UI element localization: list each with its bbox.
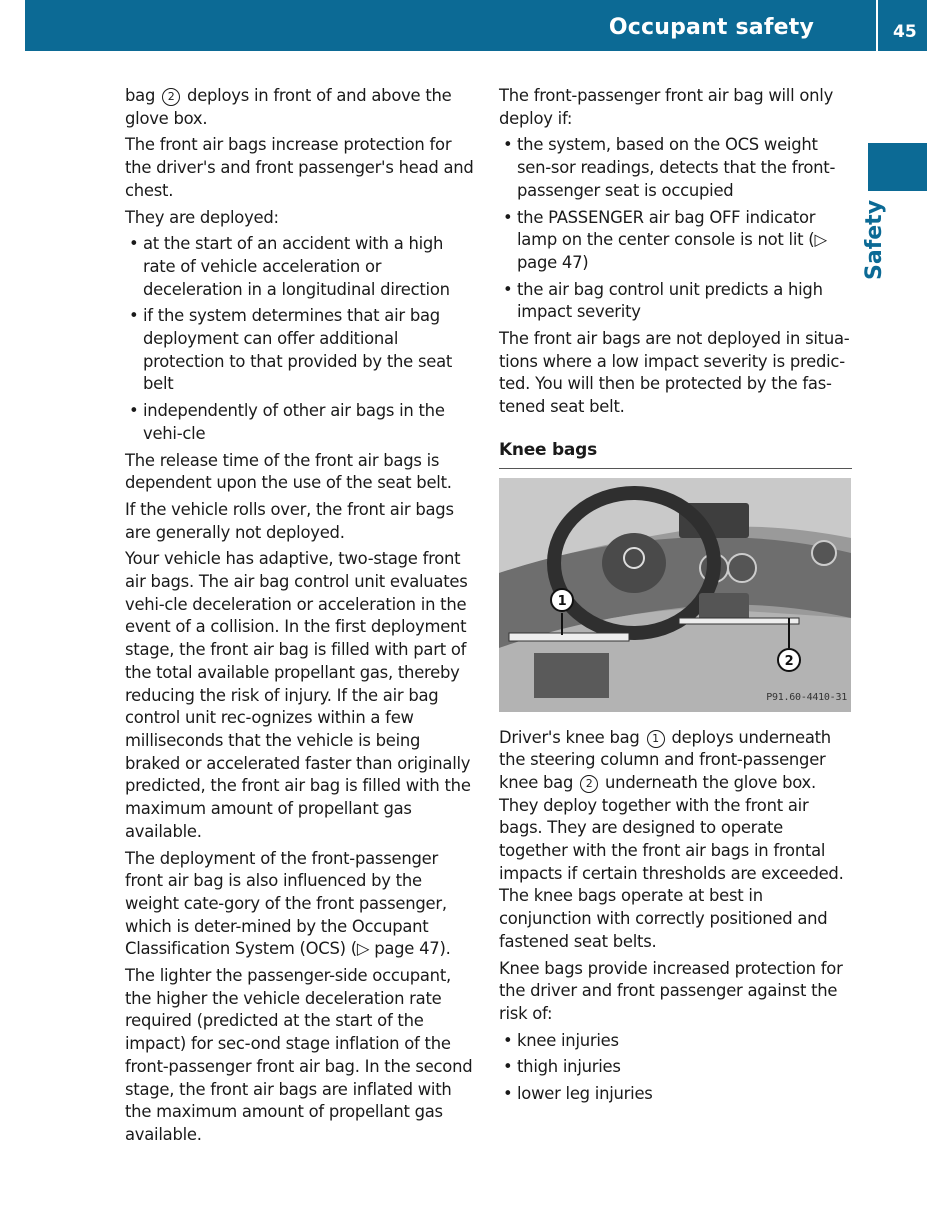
left-column [125, 85, 478, 1151]
header-bar [25, 0, 927, 51]
list-item: • knee injuries [499, 1030, 852, 1053]
paragraph: The front air bags increase protection for the driver's and front passenger's head and chest. [125, 135, 474, 200]
paragraph: If the vehicle rolls over, the front air bags are generally not deployed. [125, 499, 454, 542]
callout-marker-2: 2 [162, 88, 180, 106]
section-title: Occupant safety [608, 15, 814, 40]
bullet-list [499, 134, 852, 324]
paragraph: The deployment of the front-passenger front air bag is also influenced by the weight cate-gory of the front passenger, which is deter-mined by the Occupant Classification System (OCS) (▷ page 47). [125, 848, 451, 959]
section-heading-knee-bags: Knee bags [499, 439, 852, 469]
list-item: • the PASSENGER air bag OFF indicator lamp on the center console is not lit (▷ page 47) [499, 207, 852, 275]
page-number: 45 [893, 22, 917, 42]
dashboard-illustration [499, 478, 851, 712]
side-tab-label: Safety [862, 199, 887, 280]
list-item: • independently of other air bags in the vehi-cle [125, 400, 478, 445]
right-column [499, 85, 852, 1110]
knee-bags-figure [499, 478, 851, 712]
list-item: • the system, based on the OCS weight sen-sor readings, detects that the front-passenger seat is occupied [499, 134, 852, 202]
paragraph: bag 2 deploys in front of and above the glove box. [125, 86, 452, 128]
figure-callout-2: 2 [784, 653, 794, 669]
paragraph: The lighter the passenger-side occupant, the higher the vehicle deceleration rate required (predicted at the start of the impact) for sec-ond stage inflation of the front-passenger front air bag. In the second stage, the front air bags are inflated with the maximum amount of propellant gas available. [125, 966, 473, 1144]
list-item: • if the system determines that air bag deployment can offer additional protection to that provided by the seat belt [125, 305, 478, 396]
paragraph: The front-passenger front air bag will only deploy if: [499, 86, 834, 128]
list-item: • the air bag control unit predicts a high impact severity [499, 279, 852, 324]
list-item: • at the start of an accident with a high rate of vehicle acceleration or deceleration in a longitudinal direction [125, 233, 478, 301]
side-tab-marker [868, 143, 927, 191]
header-divider [876, 0, 878, 51]
callout-marker-1: 1 [647, 730, 665, 748]
paragraph: The front air bags are not deployed in situa-tions where a low impact severity is predic-ted. You will then be protected by the fas-tened seat belt. [499, 329, 850, 417]
bullet-list [499, 1030, 852, 1106]
paragraph: The release time of the front air bags is dependent upon the use of the seat belt. [125, 450, 452, 493]
bullet-list [125, 233, 478, 445]
paragraph: Knee bags provide increased protection for the driver and front passenger against the risk of: [499, 958, 843, 1023]
paragraph: They are deployed: [125, 207, 279, 227]
callout-marker-2: 2 [580, 775, 598, 793]
paragraph: Driver's knee bag 1 deploys underneath the steering column and front-passenger knee bag 2 underneath the glove box. They deploy together with the front air bags. They are designed to operate together with the front air bags in frontal impacts if certain thresholds are exceeded. The knee bags operate at best in conjunction with correctly positioned and fastened seat belts. [499, 727, 844, 951]
paragraph: Your vehicle has adaptive, two-stage front air bags. The air bag control unit evaluates vehi-cle deceleration or acceleration in the event of a collision. In the first deployment stage, the front air bag is filled with part of the total available propellant gas, thereby reducing the risk of injury. If the air bag control unit rec-ognizes within a few milliseconds that the vehicle is being braked or accelerated faster than originally predicted, the front air bag is filled with the maximum amount of propellant gas available. [125, 549, 471, 841]
list-item: • thigh injuries [499, 1056, 852, 1079]
figure-code: P91.60-4410-31 [766, 691, 847, 703]
figure-callout-1: 1 [557, 593, 567, 609]
list-item: • lower leg injuries [499, 1083, 852, 1106]
